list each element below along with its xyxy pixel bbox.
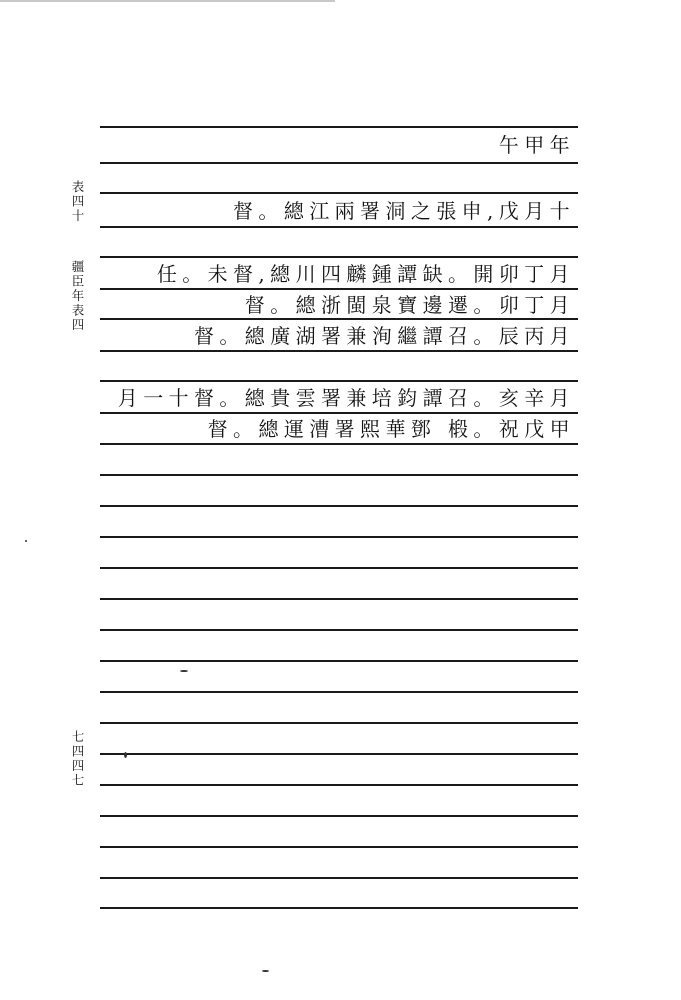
table-rule: [100, 846, 578, 848]
table-rule: [100, 162, 578, 164]
table-row: 任。未督,總川四麟鍾譚缺。開卯丁月: [156, 262, 575, 286]
top-edge-rule: [0, 0, 335, 2]
table-rule: [100, 815, 578, 817]
table-rule: [100, 907, 578, 909]
table-rule: [100, 567, 578, 569]
table-rule: [100, 412, 578, 414]
table-row: 督。總浙閩泉寶邊遷。卯丁月: [244, 293, 575, 317]
scan-speck: [124, 752, 127, 758]
table-rule: [100, 288, 578, 290]
table-rule: [100, 350, 578, 352]
scan-speck: [262, 970, 269, 972]
margin-table-number: 表四十: [70, 180, 85, 224]
table-rule: [100, 192, 578, 194]
table-rule: [100, 598, 578, 600]
scan-speck: [180, 670, 188, 672]
table-row: 月一十督。總貴雲署兼培鈞譚召。亥辛月: [117, 386, 575, 410]
table-rule: [100, 784, 578, 786]
margin-book-title: 疆臣年表四: [70, 260, 85, 333]
table-rule: [100, 629, 578, 631]
table-rule: [100, 226, 578, 228]
table-rule: [100, 443, 578, 445]
table-rule: [100, 256, 578, 258]
scan-speck: [25, 540, 27, 542]
margin-page-number: 七四四七: [70, 730, 85, 788]
table-rule: [100, 536, 578, 538]
table-header-row: 午甲年: [498, 133, 575, 157]
table-rule: [100, 380, 578, 382]
table-rule: [100, 753, 578, 755]
table-rule: [100, 505, 578, 507]
table-rule: [100, 722, 578, 724]
table-row: 督。總江兩署洞之張申,戊月十: [233, 199, 575, 223]
table-rule: [100, 474, 578, 476]
table-rule: [100, 126, 578, 128]
table-row: 督。總廣湖署兼洵繼譚召。辰丙月: [194, 324, 575, 348]
table-rule: [100, 877, 578, 879]
table-rule: [100, 691, 578, 693]
table-row: 督。總運漕署熙華鄧 椴。祝戊甲: [207, 417, 575, 441]
table-rule: [100, 660, 578, 662]
